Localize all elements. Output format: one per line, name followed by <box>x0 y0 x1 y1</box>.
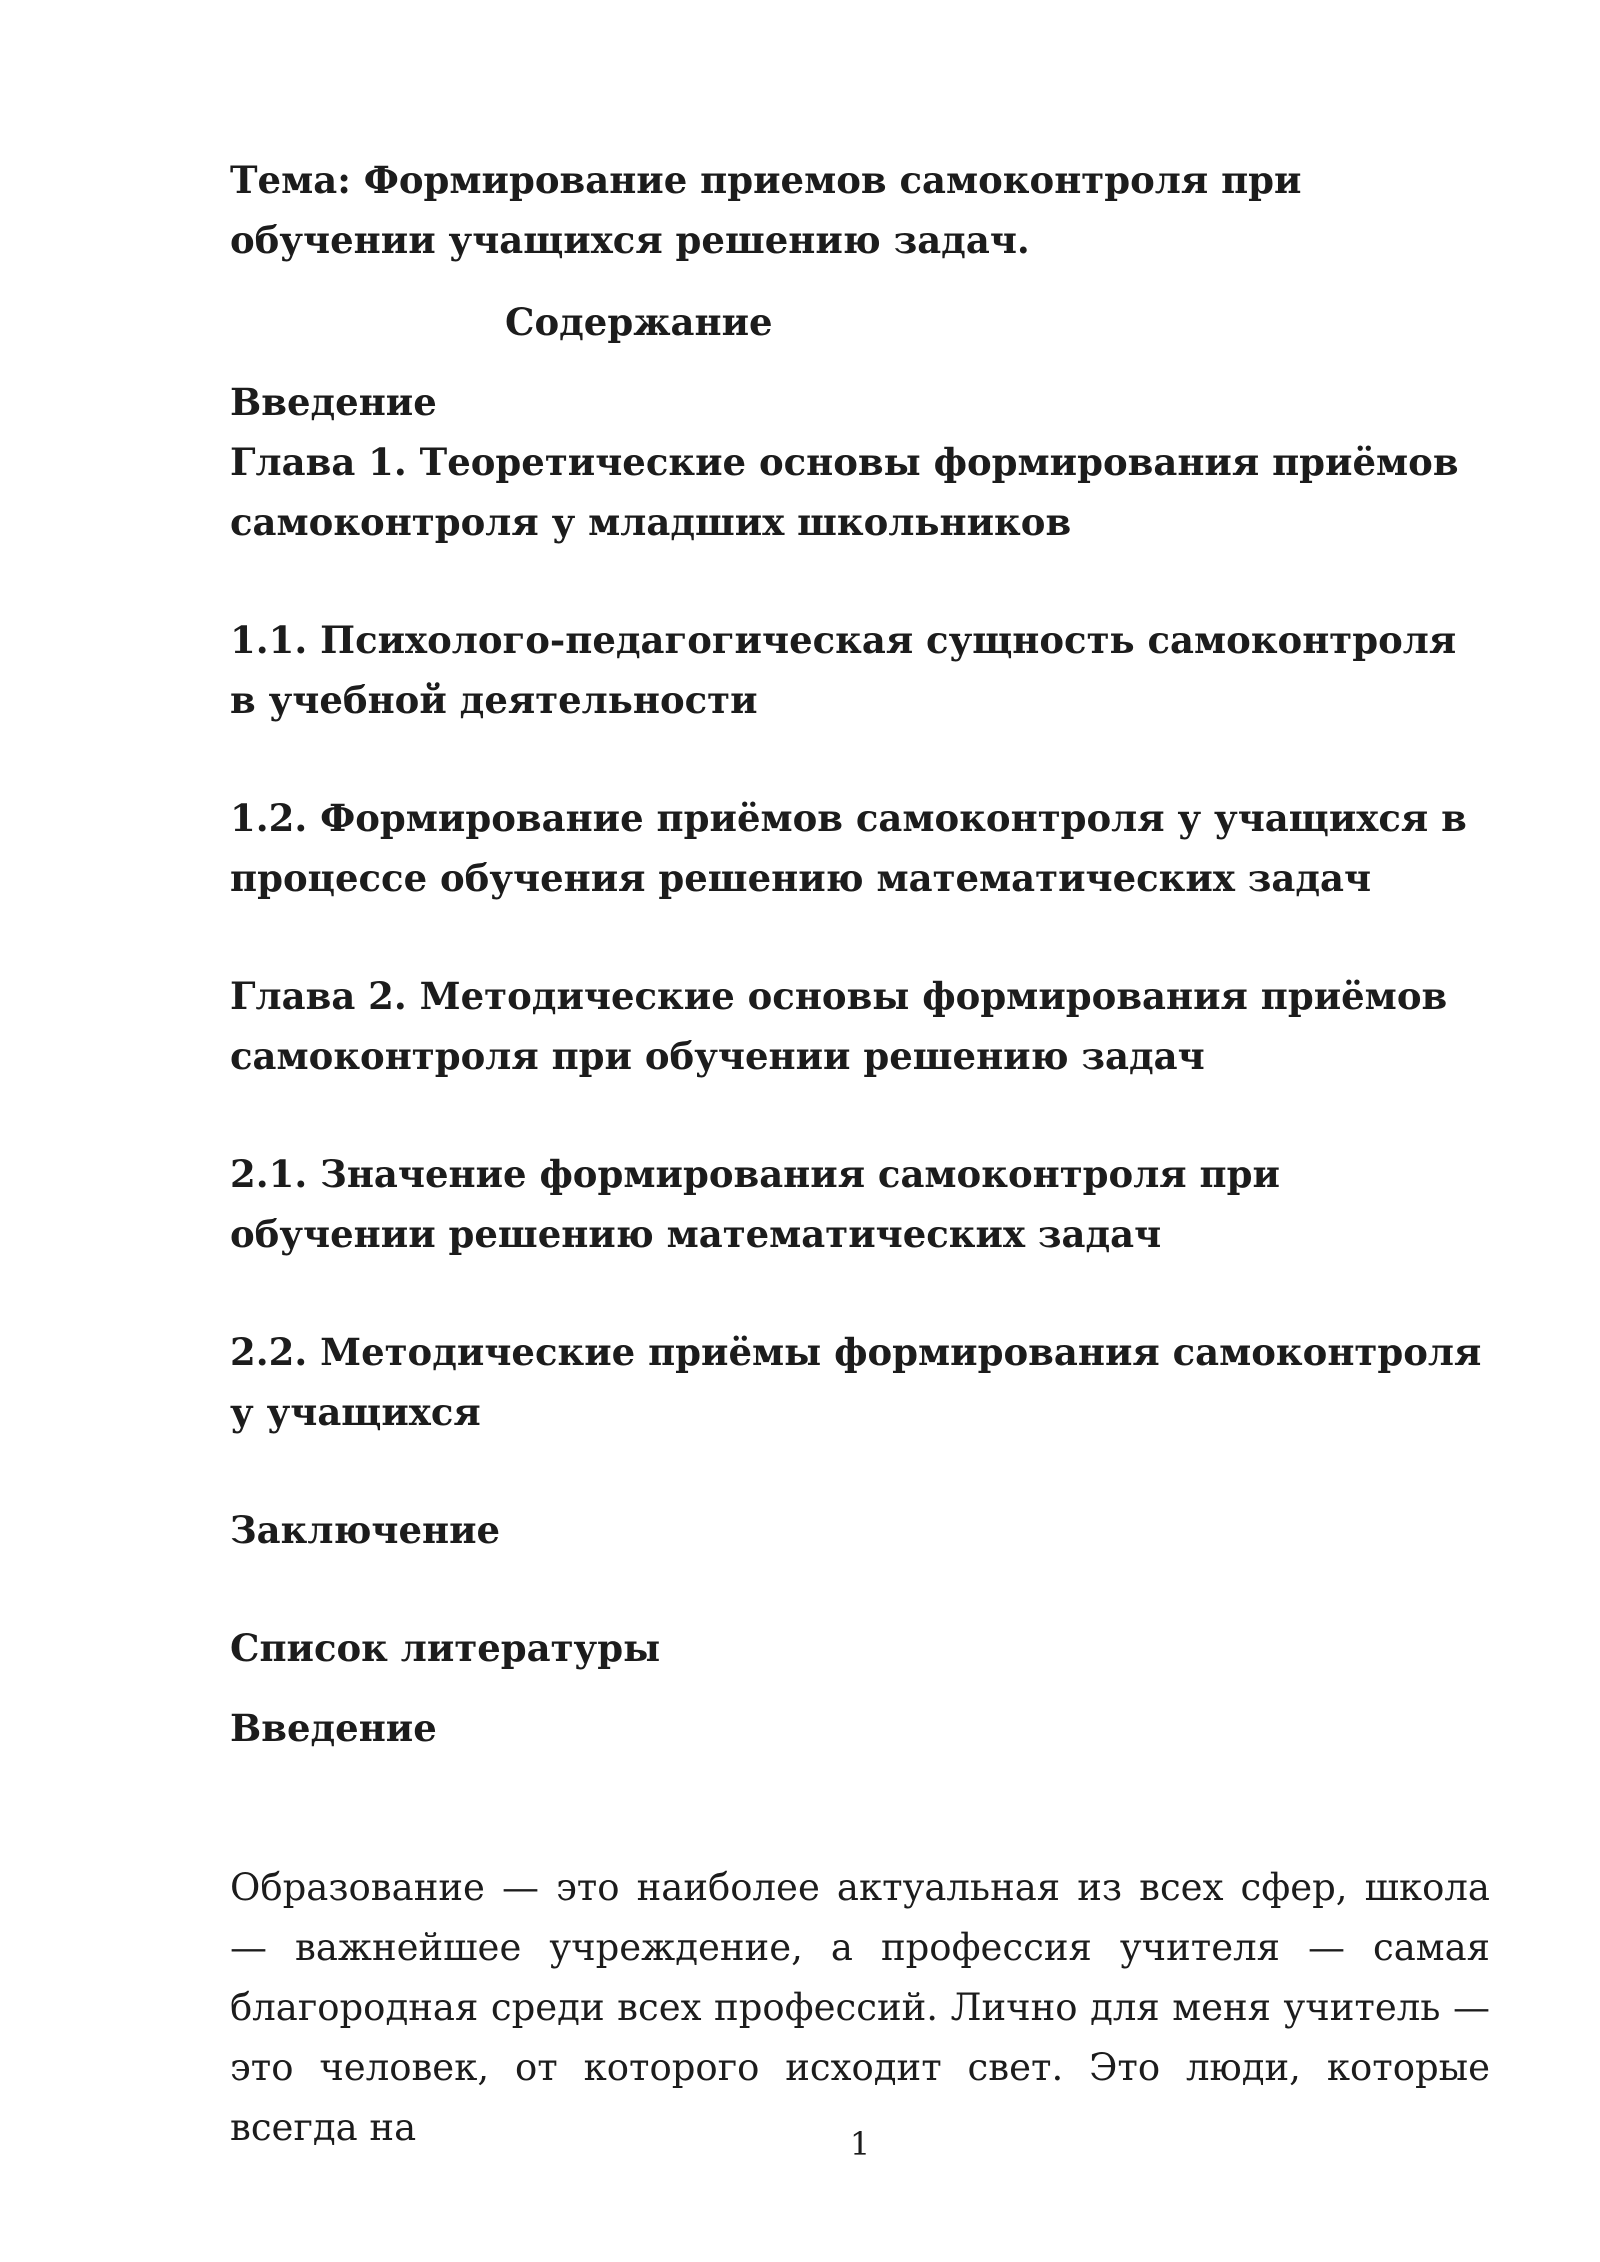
toc-item-bibliography: Список литературы <box>230 1626 661 1670</box>
page-number: 1 <box>849 2125 871 2163</box>
toc-item-section-1-1: 1.1. Психолого-педагогическая сущность самоконтроля в учебной деятельности <box>230 618 1457 722</box>
toc-item-chapter-2: Глава 2. Методические основы формирования приёмов самоконтроля при обучении решению задач <box>230 974 1448 1078</box>
toc-item-chapter-1: Глава 1. Теоретические основы формирования приёмов самоконтроля у младших школьников <box>230 440 1459 544</box>
toc-item-conclusion: Заключение <box>230 1508 501 1552</box>
introduction-heading: Введение <box>230 1706 437 1750</box>
table-of-contents <box>230 372 1490 1678</box>
introduction-paragraph: Образование — это наиболее актуальная из всех сфер, школа — важнейшее учреждение, а профессия учителя — самая благородная среди всех профессий. Лично для меня учитель — это человек, от которого исходит свет. Это люди, которые всегда на <box>230 1866 1490 2149</box>
document-topic: Тема: Формирование приемов самоконтроля при обучении учащихся решению задач. <box>230 158 1302 262</box>
toc-heading: Содержание <box>505 300 773 344</box>
page-content <box>230 150 1490 2158</box>
toc-item-section-1-2: 1.2. Формирование приёмов самоконтроля у учащихся в процессе обучения решению математических задач <box>230 796 1467 900</box>
toc-item-introduction: Введение <box>230 380 437 424</box>
toc-item-section-2-1: 2.1. Значение формирования самоконтроля при обучении решению математических задач <box>230 1152 1280 1256</box>
toc-item-section-2-2: 2.2. Методические приёмы формирования самоконтроля у учащихся <box>230 1330 1482 1434</box>
